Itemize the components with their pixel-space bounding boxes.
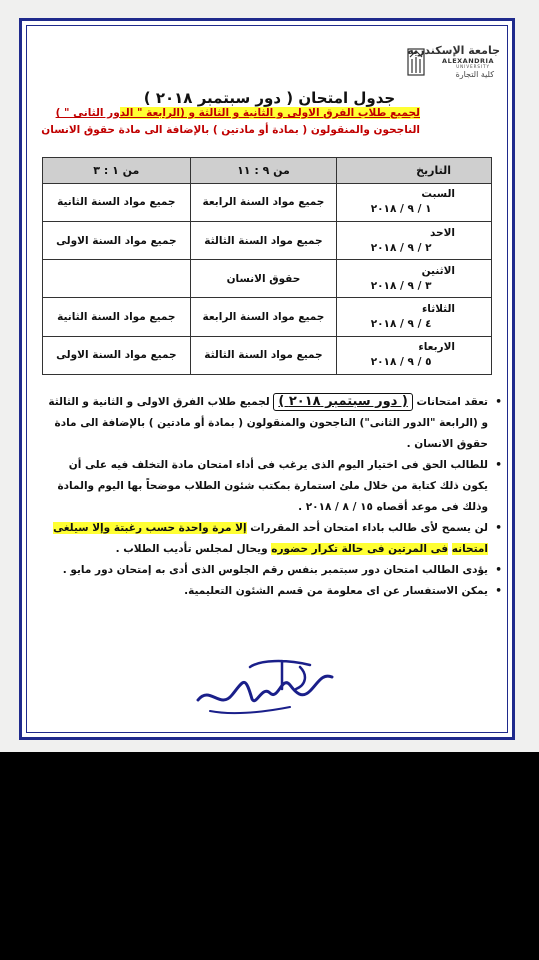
subtitle-highlighted: لجميع طلاب الفرق الاولى و الثانية و الثالثة و (الرابعة " الدور الثانى " )	[55, 107, 420, 119]
handwritten-signature	[190, 655, 340, 720]
row-date-cell	[337, 260, 492, 298]
note1-prefix: تعقد امتحانات	[416, 396, 488, 408]
note-item	[48, 392, 502, 455]
row-day: الاحد	[429, 226, 455, 239]
row-date: ٤ / ٩ / ٢٠١٨	[370, 318, 432, 331]
row-date: ١ / ٩ / ٢٠١٨	[370, 203, 432, 216]
note-item	[48, 560, 502, 581]
row-date-cell	[337, 183, 492, 221]
bullet-icon: •	[495, 459, 502, 471]
note3-text: ويحال لمجلس تأديب الطلاب .	[115, 543, 268, 555]
header-slot2: من ١ : ٣	[43, 158, 191, 184]
header-slot1: من ٩ : ١١	[190, 158, 337, 184]
table-row	[43, 298, 492, 336]
header-date: التاريخ	[337, 158, 492, 184]
row-date-cell	[337, 222, 492, 260]
row-date-cell	[337, 298, 492, 336]
logo-arabic-name: جامعة الإسكندرية	[407, 44, 500, 57]
row-day: الثلاثاء	[421, 303, 455, 316]
note4-text: يؤدى الطالب امتحان دور سبتمبر بنفس رقم الجلوس الذى أدى به إمتحان دور مايو .	[62, 564, 488, 576]
note-item	[48, 455, 502, 518]
row-slot1: جميع مواد السنة الثالثة	[190, 336, 337, 374]
logo-english-sub: UNIVERSITY	[456, 64, 490, 69]
bullet-icon: •	[495, 585, 502, 597]
note3-prefix: لن يسمح لأى طالب باداء امتحان أحد المقررات	[250, 522, 488, 534]
table-row	[43, 222, 492, 260]
note-item	[48, 581, 502, 602]
logo-faculty-name: كلية التجارة	[455, 70, 494, 79]
subtitle-red: الناجحون والمنقولون ( بمادة أو مادتين ) بالإضافة الى مادة حقوق الانسان	[41, 124, 420, 136]
row-date: ٣ / ٩ / ٢٠١٨	[370, 279, 432, 292]
note2-text: للطالب الحق فى اختيار اليوم الذى يرغب فى أداء امتحان مادة التخلف فيه على أن يكون ذلك كتابة من خلال ملئ استمارة بمكتب شئون الطلاب موضحاً بها اليوم والمادة وذلك فى موعد أقصاه ١٥ / ٨ / ٢٠١٨ .	[57, 459, 488, 513]
note1-text: لجميع طلاب الفرق الاولى و الثانية و الثالثة و (الرابعة "الدور الثانى") الناجحون والمنقولون ( بمادة أو مادتين ) بالإضافة الى مادة حقوق الانسان .	[48, 396, 488, 450]
table-row	[43, 183, 492, 221]
note-item	[48, 518, 502, 560]
page-title: جدول امتحان ( دور سبتمبر ٢٠١٨ )	[143, 89, 396, 107]
row-slot2: جميع مواد السنة الثانية	[43, 298, 191, 336]
row-slot2	[43, 260, 191, 298]
row-date: ٥ / ٩ / ٢٠١٨	[370, 356, 432, 369]
note5-text: يمكن الاستفسار عن اى معلومة من قسم الشئون التعليمية.	[184, 585, 488, 597]
row-slot1: جميع مواد السنة الرابعة	[190, 183, 337, 221]
table-row	[43, 260, 492, 298]
row-slot1: جميع مواد السنة الثالثة	[190, 222, 337, 260]
row-slot1: حقوق الانسان	[190, 260, 337, 298]
row-day: الاثنين	[421, 264, 455, 277]
note1-session-box: ( دور سبتمبر ٢٠١٨ )	[273, 393, 412, 411]
row-day: السبت	[421, 188, 455, 201]
note3-highlight-1: إلا مرة واحدة حسب رغبتة وإلا سيلغى امتحانه	[53, 522, 488, 555]
notes-list	[48, 392, 502, 602]
bullet-icon: •	[495, 522, 502, 534]
table-row	[43, 336, 492, 374]
row-slot2: جميع مواد السنة الثانية	[43, 183, 191, 221]
note3-highlight-2: فى المرتين فى حالة تكرار حضوره	[271, 543, 449, 555]
bullet-icon: •	[495, 396, 502, 408]
logo-english-name: ALEXANDRIA	[442, 57, 494, 65]
row-slot1: جميع مواد السنة الرابعة	[190, 298, 337, 336]
row-slot2: جميع مواد السنة الاولى	[43, 222, 191, 260]
row-day: الاربعاء	[418, 341, 455, 354]
bullet-icon: •	[495, 564, 502, 576]
row-date: ٢ / ٩ / ٢٠١٨	[370, 241, 432, 254]
row-slot2: جميع مواد السنة الاولى	[43, 336, 191, 374]
university-logo	[406, 43, 500, 83]
table-header-row	[43, 158, 492, 184]
exam-schedule-table	[42, 157, 492, 375]
row-date-cell	[337, 336, 492, 374]
